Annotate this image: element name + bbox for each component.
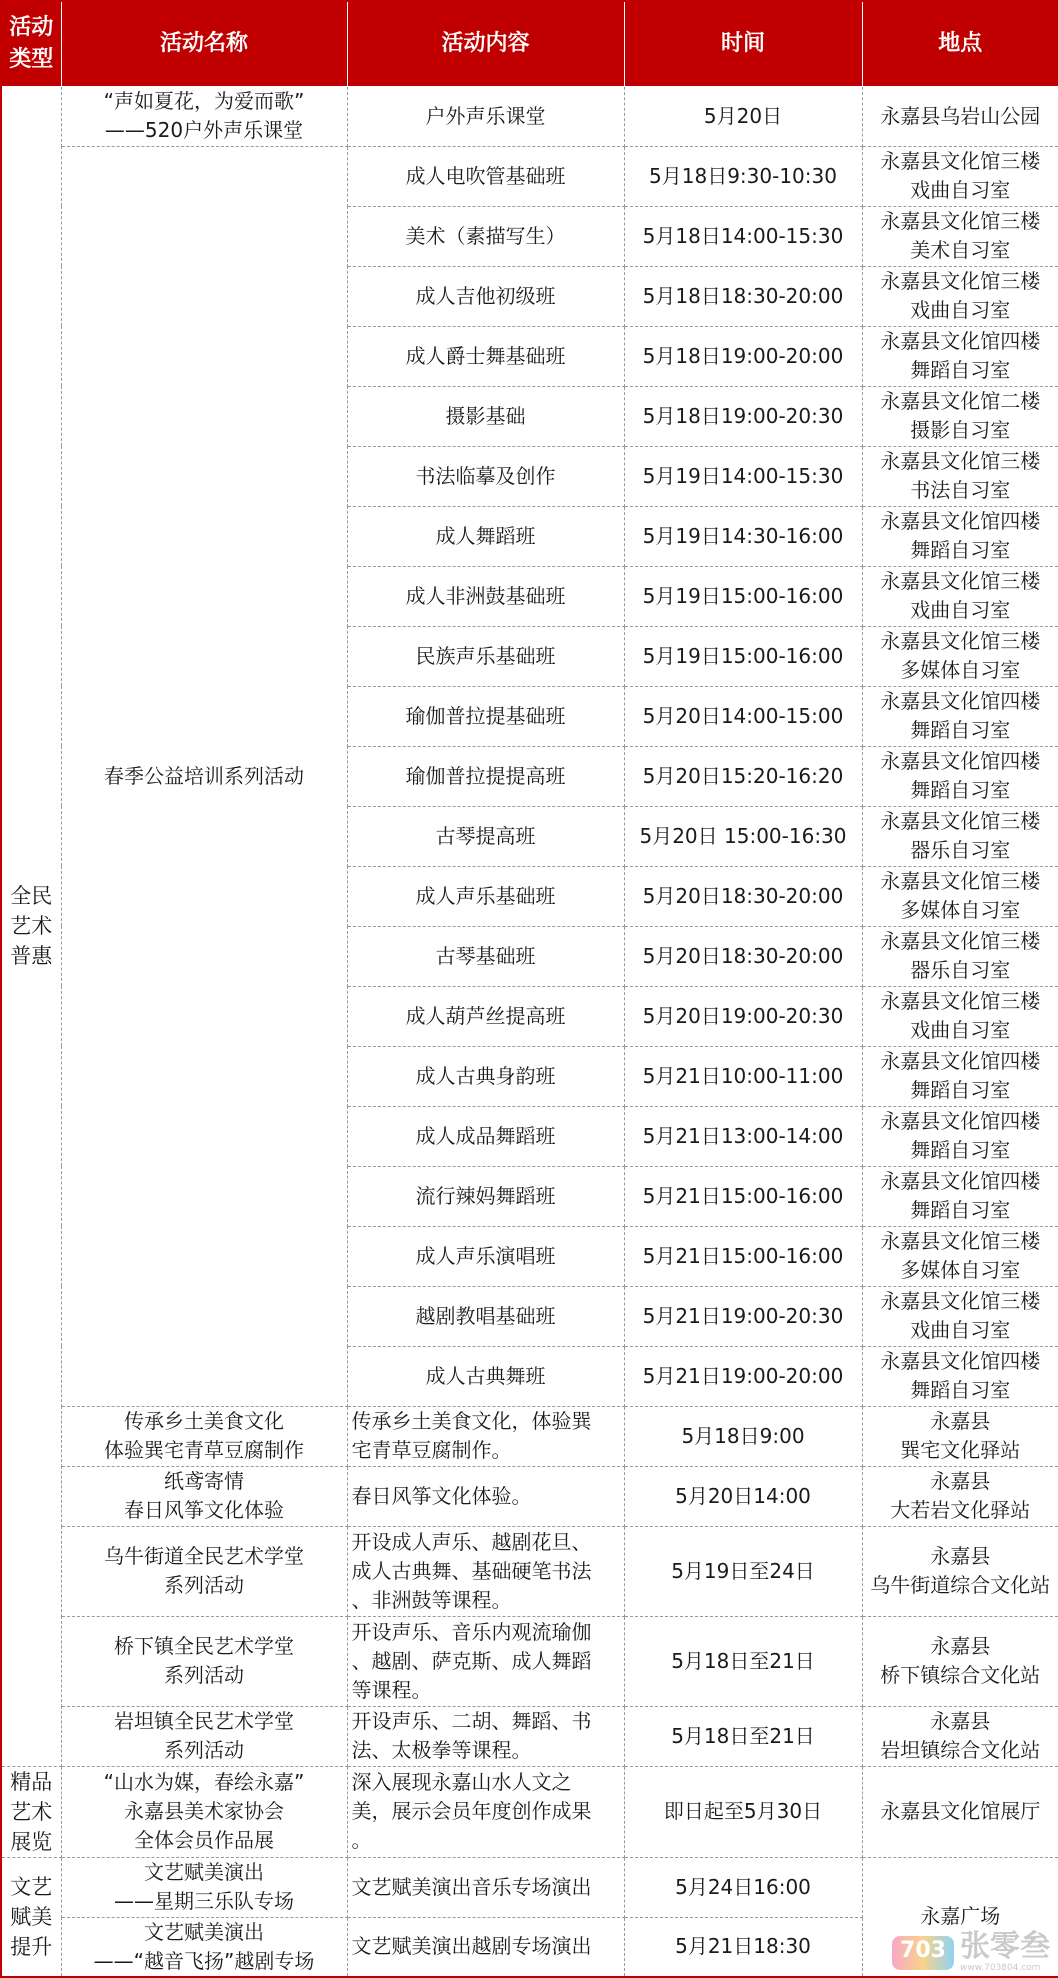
activity-name-cell: “声如夏花，为爱而歌” ——520户外声乐课堂 bbox=[61, 86, 347, 146]
activity-name-cell: “山水为媒，春绘永嘉” 永嘉县美术家协会 全体会员作品展 bbox=[61, 1766, 347, 1857]
activity-content-cell: 书法临摹及创作 bbox=[347, 446, 624, 506]
activity-name-cell: 春季公益培训系列活动 bbox=[61, 146, 347, 1406]
activity-time-cell: 5月20日 bbox=[624, 86, 862, 146]
activity-place-cell: 永嘉县文化馆三楼 戏曲自习室 bbox=[862, 146, 1058, 206]
activity-content-cell: 成人爵士舞基础班 bbox=[347, 326, 624, 386]
activity-name-cell: 文艺赋美演出 ——“越音飞扬”越剧专场 bbox=[61, 1917, 347, 1977]
activity-content-cell: 开设声乐、音乐内观流瑜伽 、越剧、萨克斯、成人舞蹈 等课程。 bbox=[347, 1616, 624, 1706]
activity-place-cell: 永嘉县文化馆四楼 舞蹈自习室 bbox=[862, 1346, 1058, 1406]
activity-content-cell: 文艺赋美演出音乐专场演出 bbox=[347, 1857, 624, 1917]
activity-content-cell: 成人舞蹈班 bbox=[347, 506, 624, 566]
activity-time-cell: 5月21日15:00-16:00 bbox=[624, 1166, 862, 1226]
activity-place-cell: 永嘉县文化馆二楼 摄影自习室 bbox=[862, 386, 1058, 446]
watermark-name: 张零叁 bbox=[960, 1929, 1050, 1964]
activity-time-cell: 5月20日18:30-20:00 bbox=[624, 866, 862, 926]
category-cell: 精品 艺术 展览 bbox=[1, 1766, 61, 1857]
activity-time-cell: 5月21日18:30 bbox=[624, 1917, 862, 1977]
activity-content-cell: 开设声乐、二胡、舞蹈、书 法、太极拳等课程。 bbox=[347, 1706, 624, 1766]
activity-content-cell: 成人声乐演唱班 bbox=[347, 1226, 624, 1286]
activity-content-cell: 民族声乐基础班 bbox=[347, 626, 624, 686]
activity-content-cell: 春日风筝文化体验。 bbox=[347, 1466, 624, 1526]
activity-time-cell: 5月19日14:30-16:00 bbox=[624, 506, 862, 566]
activity-time-cell: 5月21日15:00-16:00 bbox=[624, 1226, 862, 1286]
activity-place-cell: 永嘉县文化馆三楼 美术自习室 bbox=[862, 206, 1058, 266]
activity-name-cell: 桥下镇全民艺术学堂 系列活动 bbox=[61, 1616, 347, 1706]
table-row bbox=[1, 86, 1058, 146]
activity-place-cell: 永嘉县文化馆三楼 多媒体自习室 bbox=[862, 1226, 1058, 1286]
header-name: 活动名称 bbox=[61, 1, 347, 86]
activity-time-cell: 5月18日19:00-20:00 bbox=[624, 326, 862, 386]
activity-content-cell: 越剧教唱基础班 bbox=[347, 1286, 624, 1346]
activity-place-cell: 永嘉广场 bbox=[862, 1857, 1058, 1977]
watermark-url: www.703804.com bbox=[960, 1963, 1041, 1973]
activity-time-cell: 5月18日9:00 bbox=[624, 1406, 862, 1466]
activity-content-cell: 成人电吹管基础班 bbox=[347, 146, 624, 206]
activity-place-cell: 永嘉县文化馆四楼 舞蹈自习室 bbox=[862, 1166, 1058, 1226]
activity-place-cell: 永嘉县文化馆四楼 舞蹈自习室 bbox=[862, 1106, 1058, 1166]
header-place: 地点 bbox=[862, 1, 1058, 86]
activity-content-cell: 文艺赋美演出越剧专场演出 bbox=[347, 1917, 624, 1977]
activity-time-cell: 5月18日19:00-20:30 bbox=[624, 386, 862, 446]
activity-place-cell: 永嘉县文化馆三楼 多媒体自习室 bbox=[862, 626, 1058, 686]
activity-place-cell: 永嘉县文化馆四楼 舞蹈自习室 bbox=[862, 326, 1058, 386]
header-type: 活动 类型 bbox=[1, 1, 61, 86]
activity-place-cell: 永嘉县文化馆四楼 舞蹈自习室 bbox=[862, 1046, 1058, 1106]
activity-time-cell: 5月21日19:00-20:00 bbox=[624, 1346, 862, 1406]
activity-place-cell: 永嘉县 桥下镇综合文化站 bbox=[862, 1616, 1058, 1706]
activity-time-cell: 5月18日14:00-15:30 bbox=[624, 206, 862, 266]
activity-time-cell: 5月19日至24日 bbox=[624, 1526, 862, 1616]
table-row bbox=[1, 146, 1058, 206]
activity-content-cell: 摄影基础 bbox=[347, 386, 624, 446]
activity-place-cell: 永嘉县文化馆三楼 书法自习室 bbox=[862, 446, 1058, 506]
watermark-logo-icon bbox=[892, 1936, 954, 1970]
activity-time-cell: 5月20日19:00-20:30 bbox=[624, 986, 862, 1046]
category-cell: 文艺 赋美 提升 bbox=[1, 1857, 61, 1977]
activity-time-cell: 5月19日15:00-16:00 bbox=[624, 566, 862, 626]
activity-time-cell: 5月21日19:00-20:30 bbox=[624, 1286, 862, 1346]
activity-place-cell: 永嘉县文化馆展厅 bbox=[862, 1766, 1058, 1857]
table-row bbox=[1, 1616, 1058, 1706]
activity-time-cell: 5月20日14:00 bbox=[624, 1466, 862, 1526]
activity-place-cell: 永嘉县文化馆四楼 舞蹈自习室 bbox=[862, 506, 1058, 566]
table-row bbox=[1, 1406, 1058, 1466]
activity-name-cell: 乌牛街道全民艺术学堂 系列活动 bbox=[61, 1526, 347, 1616]
activity-place-cell: 永嘉县 岩坦镇综合文化站 bbox=[862, 1706, 1058, 1766]
watermark bbox=[892, 1929, 1050, 1973]
activity-content-cell: 成人吉他初级班 bbox=[347, 266, 624, 326]
activity-place-cell: 永嘉县文化馆三楼 器乐自习室 bbox=[862, 926, 1058, 986]
activity-time-cell: 5月21日10:00-11:00 bbox=[624, 1046, 862, 1106]
table-row bbox=[1, 1857, 1058, 1917]
activity-place-cell: 永嘉县文化馆三楼 戏曲自习室 bbox=[862, 986, 1058, 1046]
activity-time-cell: 5月18日9:30-10:30 bbox=[624, 146, 862, 206]
activity-content-cell: 成人古典舞班 bbox=[347, 1346, 624, 1406]
activity-content-cell: 瑜伽普拉提提高班 bbox=[347, 746, 624, 806]
activity-content-cell: 户外声乐课堂 bbox=[347, 86, 624, 146]
activity-place-cell: 永嘉县 巽宅文化驿站 bbox=[862, 1406, 1058, 1466]
activity-content-cell: 瑜伽普拉提基础班 bbox=[347, 686, 624, 746]
activity-time-cell: 5月18日至21日 bbox=[624, 1706, 862, 1766]
watermark-logo-text: 703 bbox=[900, 1937, 946, 1963]
activity-content-cell: 成人成品舞蹈班 bbox=[347, 1106, 624, 1166]
activity-content-cell: 成人葫芦丝提高班 bbox=[347, 986, 624, 1046]
activity-content-cell: 成人非洲鼓基础班 bbox=[347, 566, 624, 626]
activity-time-cell: 5月20日 15:00-16:30 bbox=[624, 806, 862, 866]
activity-time-cell: 5月20日15:20-16:20 bbox=[624, 746, 862, 806]
activity-place-cell: 永嘉县 大若岩文化驿站 bbox=[862, 1466, 1058, 1526]
activity-name-cell: 岩坦镇全民艺术学堂 系列活动 bbox=[61, 1706, 347, 1766]
activity-time-cell: 5月20日14:00-15:00 bbox=[624, 686, 862, 746]
activity-time-cell: 5月18日18:30-20:00 bbox=[624, 266, 862, 326]
activity-content-cell: 古琴基础班 bbox=[347, 926, 624, 986]
table-row bbox=[1, 1766, 1058, 1857]
activity-time-cell: 5月18日至21日 bbox=[624, 1616, 862, 1706]
activity-place-cell: 永嘉县文化馆三楼 戏曲自习室 bbox=[862, 266, 1058, 326]
activity-time-cell: 5月24日16:00 bbox=[624, 1857, 862, 1917]
activity-time-cell: 即日起至5月30日 bbox=[624, 1766, 862, 1857]
activity-name-cell: 传承乡土美食文化 体验巽宅青草豆腐制作 bbox=[61, 1406, 347, 1466]
table-row bbox=[1, 1706, 1058, 1766]
watermark-text bbox=[960, 1929, 1050, 1973]
header-row bbox=[1, 1, 1058, 86]
activity-place-cell: 永嘉县乌岩山公园 bbox=[862, 86, 1058, 146]
table-row bbox=[1, 1526, 1058, 1616]
activity-place-cell: 永嘉县文化馆三楼 器乐自习室 bbox=[862, 806, 1058, 866]
activity-content-cell: 成人古典身韵班 bbox=[347, 1046, 624, 1106]
activity-time-cell: 5月19日14:00-15:30 bbox=[624, 446, 862, 506]
activity-name-cell: 文艺赋美演出 ——星期三乐队专场 bbox=[61, 1857, 347, 1917]
activity-content-cell: 成人声乐基础班 bbox=[347, 866, 624, 926]
activity-place-cell: 永嘉县文化馆三楼 多媒体自习室 bbox=[862, 866, 1058, 926]
table-row bbox=[1, 1466, 1058, 1526]
category-cell: 全民 艺术 普惠 bbox=[1, 86, 61, 1766]
header-content: 活动内容 bbox=[347, 1, 624, 86]
activity-place-cell: 永嘉县文化馆三楼 戏曲自习室 bbox=[862, 566, 1058, 626]
activity-time-cell: 5月21日13:00-14:00 bbox=[624, 1106, 862, 1166]
activity-content-cell: 深入展现永嘉山水人文之 美，展示会员年度创作成果 。 bbox=[347, 1766, 624, 1857]
activity-place-cell: 永嘉县文化馆四楼 舞蹈自习室 bbox=[862, 686, 1058, 746]
activity-content-cell: 开设成人声乐、越剧花旦、 成人古典舞、基础硬笔书法 、非洲鼓等课程。 bbox=[347, 1526, 624, 1616]
activity-content-cell: 美术（素描写生） bbox=[347, 206, 624, 266]
activity-name-cell: 纸鸢寄情 春日风筝文化体验 bbox=[61, 1466, 347, 1526]
activity-time-cell: 5月19日15:00-16:00 bbox=[624, 626, 862, 686]
activity-content-cell: 传承乡土美食文化，体验巽 宅青草豆腐制作。 bbox=[347, 1406, 624, 1466]
activity-place-cell: 永嘉县 乌牛街道综合文化站 bbox=[862, 1526, 1058, 1616]
activity-time-cell: 5月20日18:30-20:00 bbox=[624, 926, 862, 986]
activity-place-cell: 永嘉县文化馆四楼 舞蹈自习室 bbox=[862, 746, 1058, 806]
activity-content-cell: 流行辣妈舞蹈班 bbox=[347, 1166, 624, 1226]
header-time: 时间 bbox=[624, 1, 862, 86]
activity-content-cell: 古琴提高班 bbox=[347, 806, 624, 866]
activity-place-cell: 永嘉县文化馆三楼 戏曲自习室 bbox=[862, 1286, 1058, 1346]
